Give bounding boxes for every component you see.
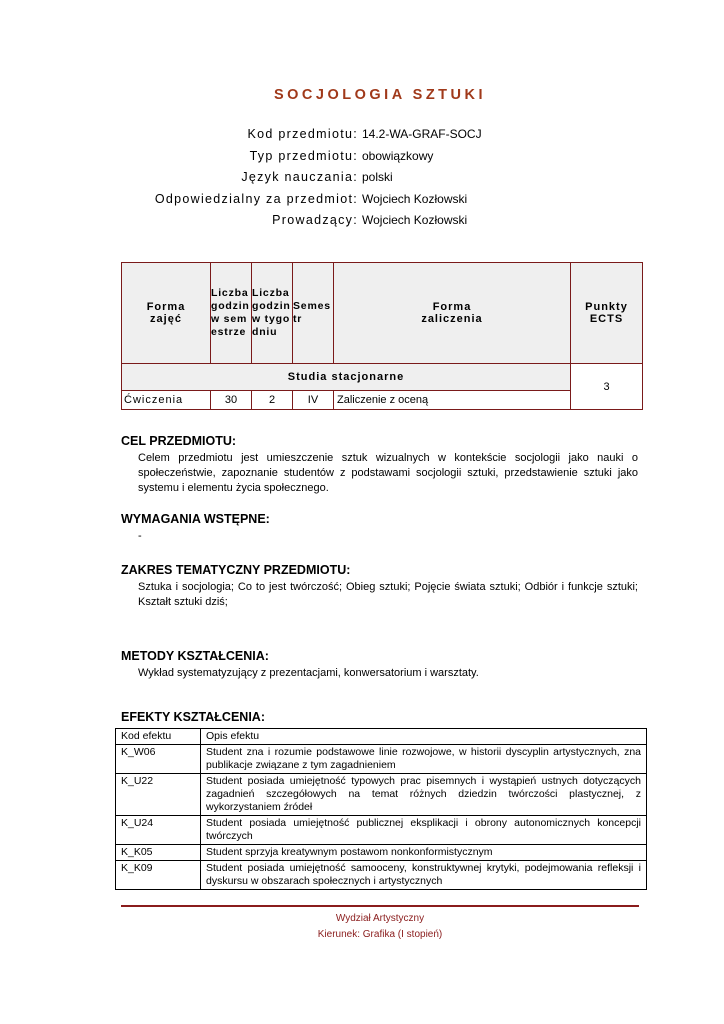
meta-row-typ [0,149,724,167]
effect-code: K_K05 [116,845,201,861]
meta-row-jezyk [0,170,724,188]
section-heading-cel: CEL PRZEDMIOTU: [121,434,237,448]
effect-desc: Student posiada umiejętność publicznej eksplikacji i obrony autonomicznych koncepcji twórczych [201,816,647,845]
effects-header-desc: Opis efektu [201,729,647,745]
effect-desc: Student posiada umiejętność samooceny, konstruktywnej krytyki, podejmowania refleksji i dyskursu w obszarach społecznych i artystycznych [201,861,647,890]
footer-divider [121,905,639,907]
section-text-zakres: Sztuka i socjologia; Co to jest twórczość; Obieg sztuki; Pojęcie świata sztuki; Odbiór i funkcje sztuki; Kształt sztuki dziś; [138,581,638,608]
effect-desc: Student posiada umiejętność typowych prac pisemnych i wystąpień ustnych dotyczących zagadnień szczegółowych na temat różnych dziedzin twórczości plastycznej, z wykorzystaniem źródeł [201,774,647,816]
meta-label: Prowadzący: [272,213,358,227]
header-forma-zajec: Forma zajęć [122,263,211,364]
section-heading-wymagania: WYMAGANIA WSTĘPNE: [121,512,270,526]
meta-row-kod [0,127,724,145]
row-semestr: IV [293,391,334,410]
section-heading-metody: METODY KSZTAŁCENIA: [121,649,269,663]
document-title: SOCJOLOGIA SZTUKI [273,87,487,103]
meta-row-odpowiedzialny [0,192,724,210]
meta-label: Typ przedmiotu: [249,149,358,163]
effect-code: K_U24 [116,816,201,845]
header-forma-zaliczenia: Forma zaliczenia [334,263,571,364]
meta-label: Kod przedmiotu: [247,127,358,141]
effect-code: K_K09 [116,861,201,890]
effect-code: K_U22 [116,774,201,816]
table-row [116,816,647,845]
header-punkty-ects: Punkty ECTS [571,263,643,364]
footer-program: Kierunek: Grafika (I stopień) [317,929,443,940]
course-forms-table [121,262,643,410]
section-text-wymagania: - [138,530,142,542]
header-liczba-godzin-semestr: Liczba godzin w semestrze [211,263,252,364]
row-forma: Ćwiczenia [122,391,211,410]
section-heading-zakres: ZAKRES TEMATYCZNY PRZEDMIOTU: [121,563,351,577]
table-row [116,861,647,890]
effects-header-code: Kod efektu [116,729,201,745]
meta-value: 14.2-WA-GRAF-SOCJ [362,127,482,141]
meta-label: Język nauczania: [241,170,358,184]
ects-value: 3 [571,364,643,410]
table-row [116,845,647,861]
meta-label: Odpowiedzialny za przedmiot: [154,192,358,206]
header-liczba-godzin-tydzien: Liczba godzin w tygodniu [252,263,293,364]
table-row [116,774,647,816]
effect-code: K_W06 [116,745,201,774]
section-heading-efekty: EFEKTY KSZTAŁCENIA: [121,710,265,724]
meta-value: Wojciech Kozłowski [362,192,468,206]
meta-value: obowiązkowy [362,149,434,163]
effect-desc: Student zna i rozumie podstawowe linie rozwojowe, w historii dyscyplin artystycznych, zna publikacje związane z tym zagadnieniem [201,745,647,774]
effect-desc: Student sprzyja kreatywnym postawom nonkonformistycznym [201,845,647,861]
table-row [116,745,647,774]
row-godz-tydz: 2 [252,391,293,410]
meta-row-prowadzacy [0,213,724,231]
effects-table [115,728,647,890]
row-godz-sem: 30 [211,391,252,410]
row-zaliczenie: Zaliczenie z oceną [334,391,571,410]
meta-value: Wojciech Kozłowski [362,213,468,227]
meta-value: polski [362,170,393,184]
band-studia-stacjonarne: Studia stacjonarne [122,364,571,391]
footer-faculty: Wydział Artystyczny [335,913,425,924]
header-semestr: Semestr [293,263,334,364]
section-text-cel: Celem przedmiotu jest umieszczenie sztuk wizualnych w kontekście socjologii jako nauki o społeczeństwie, zapoznanie studentów z podstawami socjologii sztuki, przedstawienie sztuki jako systemu i elementu życia społecznego. [138,452,638,494]
section-text-metody: Wykład systematyzujący z prezentacjami, konwersatorium i warsztaty. [138,667,479,679]
